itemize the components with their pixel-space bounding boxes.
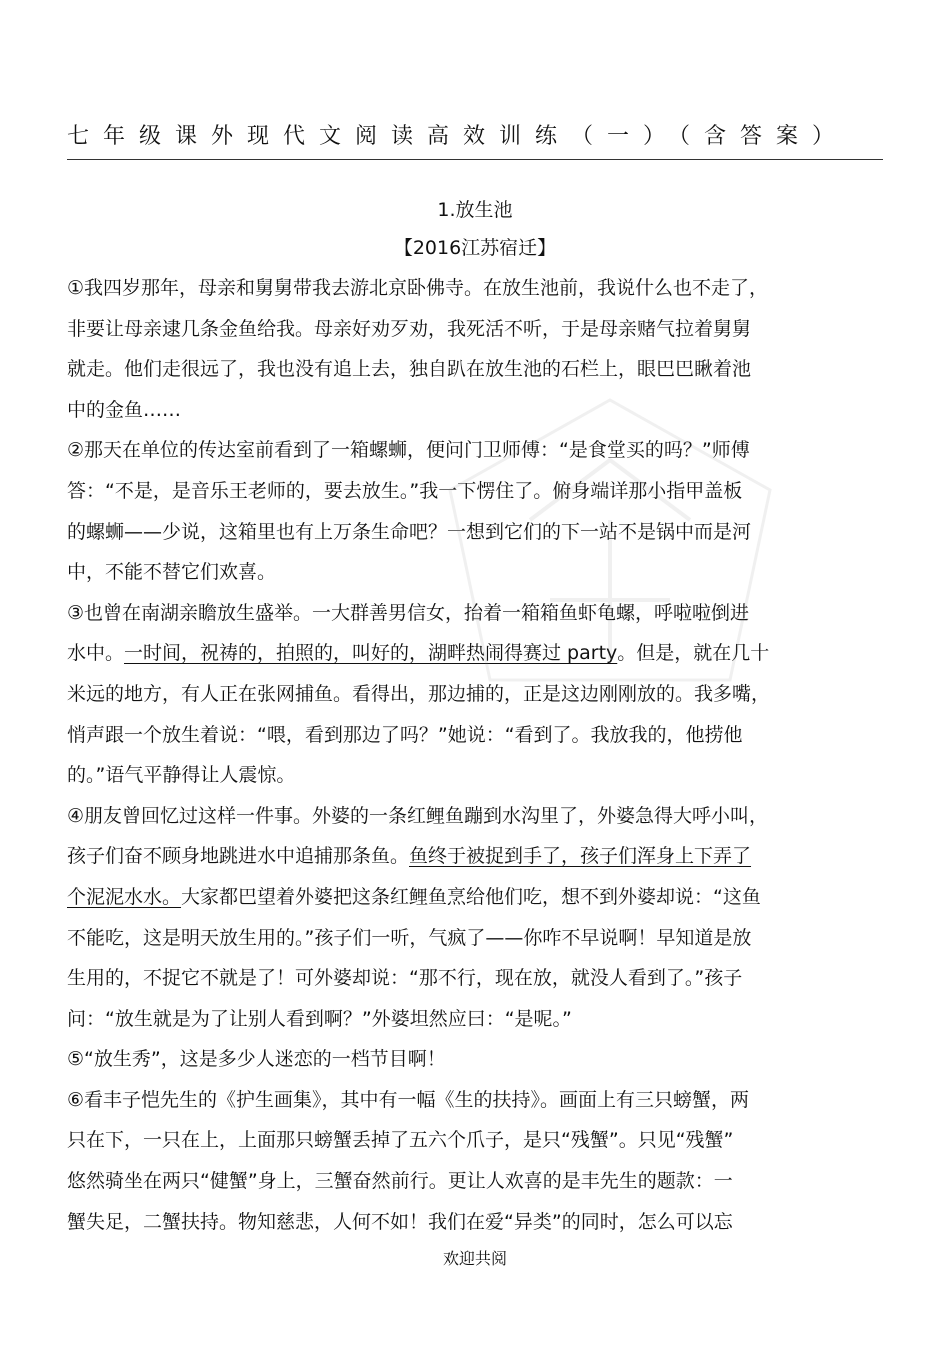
paragraph-line: 米远的地方，有人正在张网捕鱼。看得出，那边捕的，正是这边刚刚放的。我多嘴，	[67, 682, 771, 705]
paragraph-line: ②那天在单位的传达室前看到了一箱螺蛳，便问门卫师傅：“是食堂买的吗？”师傅	[67, 439, 750, 462]
page-title: 七年级课外现代文阅读高效训练（一）（含答案）	[67, 124, 849, 149]
title-divider	[67, 159, 883, 160]
paragraph-line: 蟹失足，二蟹扶持。物知慈悲，人何不如！我们在爱“异类”的同时，怎么可以忘	[67, 1210, 733, 1233]
paragraph-line: 的螺蛳——少说，这箱里也有上万条生命吧？一想到它们的下一站不是锅中而是河	[67, 520, 752, 543]
paragraph-line: 只在下，一只在上，上面那只螃蟹丢掉了五六个爪子，是只“残蟹”。只见“残蟹”	[67, 1129, 734, 1152]
underlined-sentence: 一时间，祝祷的，拍照的，叫好的，湖畔热闹得赛过 party	[124, 642, 618, 665]
underlined-sentence: 个泥泥水水。	[67, 885, 182, 908]
paragraph-line: 悠然骑坐在两只“健蟹”身上，三蟹奋然前行。更让人欢喜的是丰先生的题款：一	[67, 1170, 733, 1193]
paragraph-line: ⑤“放生秀”，这是多少人迷恋的一档节目啊！	[67, 1048, 446, 1071]
paragraph-line: 悄声跟一个放生着说：“喂，看到那边了吗？”她说：“看到了。我放我的，他捞他	[67, 723, 743, 746]
paragraph-line: 中的金鱼……	[67, 398, 182, 421]
paragraph-line: 就走。他们走很远了，我也没有追上去，独自趴在放生池的石栏上，眼巴巴瞅着池	[67, 358, 752, 381]
paragraph-line: ⑥看丰子恺先生的《护生画集》，其中有一幅《生的扶持》。画面上有三只螃蟹，两	[67, 1088, 750, 1111]
paragraph-line: 个泥泥水水。大家都巴望着外婆把这条红鲤鱼烹给他们吃，想不到外婆却说：“这鱼	[67, 885, 761, 908]
paragraph-line: 中，不能不替它们欢喜。	[67, 561, 277, 584]
paragraph-line: 的。”语气平静得让人震惊。	[67, 764, 296, 787]
paragraph-line: 问：“放生就是为了让别人看到啊？”外婆坦然应曰：“是呢。”	[67, 1007, 572, 1030]
section-title: 1.放生池	[437, 199, 513, 221]
underlined-sentence: 鱼终于被捉到手了，孩子们浑身上下弄了	[409, 845, 752, 868]
paragraph-line: ④朋友曾回忆过这样一件事。外婆的一条红鲤鱼蹦到水沟里了，外婆急得大呼小叫，	[67, 804, 769, 827]
paragraph-line: ①我四岁那年，母亲和舅舅带我去游北京卧佛寺。在放生池前，我说什么也不走了，	[67, 277, 769, 299]
paragraph-line: 非要让母亲逮几条金鱼给我。母亲好劝歹劝，我死活不听，于是母亲赌气拉着舅舅	[67, 317, 752, 340]
paragraph-line: 孩子们奋不顾身地跳进水中追捕那条鱼。鱼终于被捉到手了，孩子们浑身上下弄了	[67, 845, 752, 868]
article-body	[67, 268, 877, 1242]
paragraph-line: 不能吃，这是明天放生用的。”孩子们一听，气疯了——你咋不早说啊！早知道是放	[67, 926, 752, 949]
paragraph-line: 水中。一时间，祝祷的，拍照的，叫好的，湖畔热闹得赛过 party。但是，就在几十	[67, 642, 770, 665]
paragraph-line: ③也曾在南湖亲瞻放生盛举。一大群善男信女，抬着一箱箱鱼虾龟螺，呼啦啦倒进	[67, 601, 750, 624]
paragraph-line: 生用的，不捉它不就是了！可外婆却说：“那不行，现在放，就没人看到了。”孩子	[67, 967, 743, 990]
page-footer: 欢迎共阅	[442, 1249, 507, 1268]
paragraph-line: 答：“不是，是音乐王老师的，要去放生。”我一下愣住了。俯身端详那小指甲盖板	[67, 479, 743, 502]
section-source: 【2016江苏宿迁】	[393, 237, 557, 259]
